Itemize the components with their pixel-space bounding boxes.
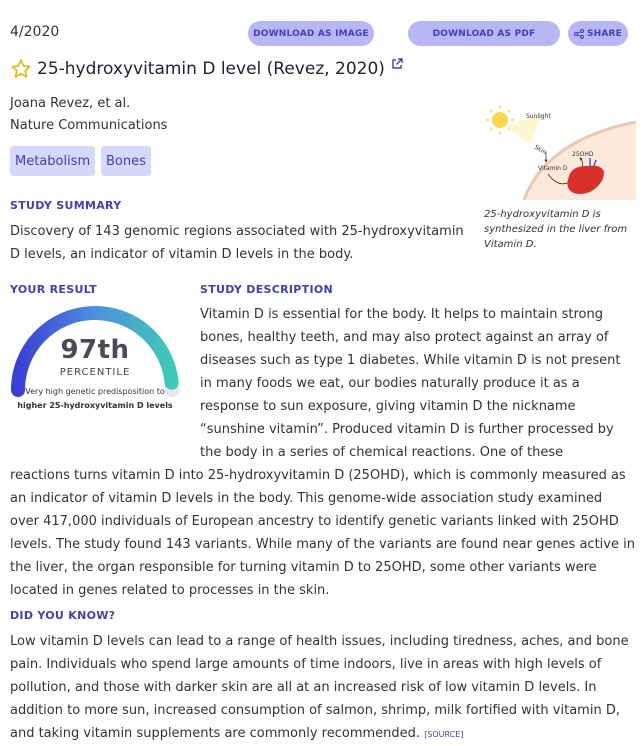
download-image-button[interactable] <box>248 21 374 46</box>
skin-label: Skin <box>533 143 548 157</box>
result-desc-prefix: Very high genetic predisposition to <box>25 387 165 396</box>
percentile-label: PERCENTILE <box>59 367 131 378</box>
study-description-heading: STUDY DESCRIPTION <box>200 283 334 296</box>
description-line: “sunshine vitamin”. Produced vitamin D is further processed by <box>200 422 614 437</box>
study-date: 4/2020 <box>10 24 60 40</box>
result-description <box>10 385 180 413</box>
share-label: SHARE <box>586 28 623 39</box>
figure-caption: 25-hydroxyvitamin D is synthesized in the liver from Vitamin D. <box>484 209 628 250</box>
sun-icon <box>486 106 514 134</box>
journal: Nature Communications <box>10 118 168 133</box>
result-desc-emphasis: higher 25-hydroxyvitamin D levels <box>17 401 173 410</box>
tag-metabolism[interactable]: Metabolism <box>10 146 95 176</box>
description-line: diseases such as type 1 diabetes. While vitamin D is not present <box>200 353 621 368</box>
did-you-know-text <box>10 630 630 746</box>
description-line: Vitamin D is essential for the body. It helps to maintain strong <box>200 307 603 322</box>
star-icon[interactable] <box>10 58 32 80</box>
study-summary-heading: STUDY SUMMARY <box>10 199 122 212</box>
share-button[interactable] <box>568 21 628 46</box>
title-row <box>10 58 403 80</box>
did-you-know-heading: DID YOU KNOW? <box>10 609 116 622</box>
external-link-icon[interactable] <box>391 58 403 70</box>
study-description-narrow <box>200 303 640 464</box>
description-line: bones, healthy teeth, and may also protect against an array of <box>200 330 609 345</box>
authors: Joana Revez, et al. <box>10 96 131 111</box>
description-line: response to sun exposure, giving vitamin D the nickname <box>200 399 576 414</box>
tag-bones[interactable]: Bones <box>101 146 151 176</box>
download-pdf-button[interactable] <box>408 21 560 46</box>
description-line: in many foods we eat, our bodies naturally produce it as a <box>200 376 580 391</box>
source-link[interactable]: [SOURCE] <box>424 730 464 739</box>
share-icon <box>574 29 584 39</box>
vitamin-d-illustration <box>486 100 636 200</box>
result-gauge <box>10 305 180 435</box>
your-result-heading: YOUR RESULT <box>10 283 97 296</box>
vitamin-d-label: Vitamin D <box>538 165 568 172</box>
description-line: the body in a series of chemical reactions. One of these <box>200 445 564 460</box>
ohd-label: 25OHD <box>572 151 594 158</box>
did-you-know-body: Low vitamin D levels can lead to a range of health issues, including tiredness, aches, and bone pain. Individuals who spend large amounts of time indoors, live in areas with high levels of pollution, and those with darker skin are all at an increased risk of low vitamin D levels. In addition to more sun, increased consumption of salmon, shrimp, milk fortified with vitamin D, and taking vitamin supplements are commonly recommended. <box>10 634 629 741</box>
percentile-value: 97th <box>60 335 130 365</box>
download-image-label: DOWNLOAD AS IMAGE <box>253 28 369 39</box>
page-title: 25-hydroxyvitamin D level (Revez, 2020) <box>37 59 385 79</box>
sunlight-label: Sunlight <box>526 113 551 120</box>
study-summary-text: Discovery of 143 genomic regions associated with 25-hydroxyvitamin D levels, an indicator of vitamin D levels in the body. <box>10 224 464 262</box>
download-pdf-label: DOWNLOAD AS PDF <box>432 28 536 39</box>
study-description-wide: reactions turns vitamin D into 25-hydroxyvitamin D (25OHD), which is commonly measured as an indicator of vitamin D levels in the body. This genome-wide association study examined over 417,000 individuals of European ancestry to identify genetic variants linked with 25OHD levels. The study found 143 variants. While many of the variants are found near genes active in the liver, the organ responsible for turning vitamin D to 25OHD, some other variants were located in genes related to processes in the skin. <box>10 468 635 598</box>
